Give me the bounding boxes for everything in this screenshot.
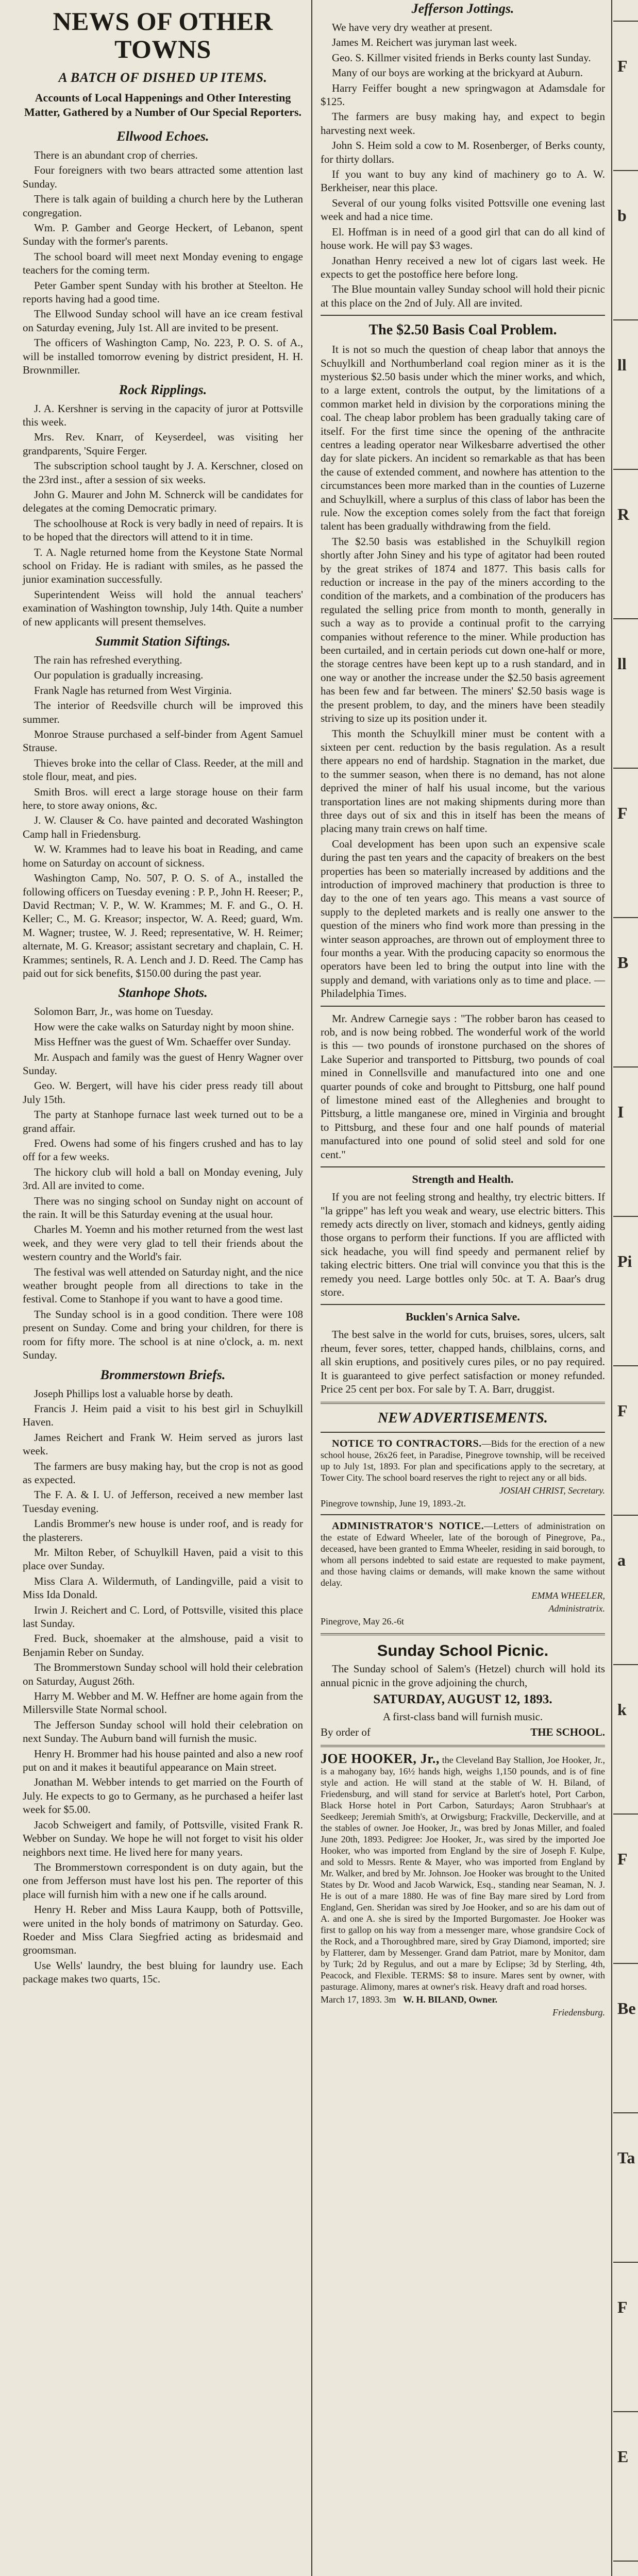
divider bbox=[321, 1633, 605, 1635]
paragraph: There is an abundant crop of cherries. bbox=[34, 149, 198, 161]
paragraph: Peter Gamber spent Sunday with his brother at Steelton. He reports having had a good time. bbox=[23, 279, 303, 306]
paragraph: Jonathan M. Webber intends to get married on the Fourth of July. He expects to go to Germany, as he purchased a heifer last week for $5.00. bbox=[23, 1776, 303, 1816]
edge-rule bbox=[613, 21, 638, 22]
paragraph: The Ellwood Sunday school will have an ice cream festival on Saturday evening, July 1st. All are invited to be present. bbox=[23, 308, 303, 334]
ad-picnic-title: Sunday School Picnic. bbox=[377, 1641, 549, 1660]
paragraph: The Brommerstown correspondent is on duty again, but the one from Jefferson must have lost his pen. The reporter of this place will furnish him with a new one if he calls around. bbox=[23, 1860, 303, 1901]
paragraph: We have very dry weather at present. bbox=[332, 21, 493, 33]
ad-hooker-date: March 17, 1893. 3m bbox=[321, 1994, 396, 2005]
section-rock bbox=[23, 402, 303, 629]
ad-picnic-music: A first-class band will furnish music. bbox=[382, 1710, 543, 1723]
edge-fragment: F bbox=[617, 1850, 628, 1868]
paragraph: Thieves broke into the cellar of Class. Reeder, at the mill and stole flour, meat, and pies. bbox=[23, 756, 303, 783]
section-heading-stanhope: Stanhope Shots. bbox=[118, 985, 208, 1001]
right-column bbox=[315, 0, 609, 2576]
paragraph: Mr. Milton Reber, of Schuylkill Haven, paid a visit to this place over Sunday. bbox=[23, 1546, 303, 1572]
edge-fragment: B bbox=[617, 953, 629, 972]
paragraph: Henry H. Brommer had his house painted and also a new roof put on and it makes it beautiful appearance on Main street. bbox=[23, 1747, 303, 1774]
paragraph: James Reichert and Frank W. Heim served as jurors last week. bbox=[23, 1431, 303, 1458]
paragraph: The schoolhouse at Rock is very badly in need of repairs. It is to be hoped that the directors will attend to it in time. bbox=[23, 517, 303, 544]
paragraph: The Jefferson Sunday school will hold their celebration on next Sunday. The Auburn band will furnish the music. bbox=[23, 1718, 303, 1745]
edge-rule bbox=[613, 2411, 638, 2412]
ad-administrator-signature: EMMA WHEELER, bbox=[531, 1590, 605, 1601]
paragraph: Solomon Barr, Jr., was home on Tuesday. bbox=[34, 1005, 213, 1018]
edge-fragment: F bbox=[617, 2298, 628, 2316]
ad-picnic-date: SATURDAY, AUGUST 12, 1893. bbox=[373, 1692, 552, 1707]
paragraph: Superintendent Weiss will hold the annual teachers' examination of Washington township, July 14th. Quite a number of new applicants will present themselves. bbox=[23, 588, 303, 628]
paragraph: Our population is gradually increasing. bbox=[34, 669, 204, 682]
edge-rule bbox=[613, 618, 638, 619]
column-rule bbox=[611, 0, 612, 2576]
ad-administrator-signature-title: Administratrix. bbox=[548, 1603, 605, 1614]
ad-contractors-text: —Bids for the erection of a new school house, 26x26 feet, in Paradise, Pinegrove township, will be received up to July 1st, 1893. For plan and specifications apply to the secretary, at Tower City. The school board reserves the right to reject any or all bids. bbox=[321, 1438, 605, 1483]
paragraph: Geo. W. Bergert, will have his cider press ready till about July 15th. bbox=[23, 1079, 303, 1106]
paragraph: Monroe Strause purchased a self-binder from Agent Samuel Strause. bbox=[23, 728, 303, 754]
section-ellwood bbox=[23, 148, 303, 377]
ad-contractors-date: Pinegrove township, June 19, 1893.-2t. bbox=[321, 1498, 466, 1509]
section-jefferson bbox=[321, 21, 605, 310]
paragraph: J. A. Kershner is serving in the capacity of juror at Pottsville this week. bbox=[23, 402, 303, 428]
ad-contractors-signature: JOSIAH CHRIST, Secretary. bbox=[499, 1485, 605, 1496]
section-stanhope bbox=[23, 1005, 303, 1362]
paragraph: Smith Bros. will erect a large storage house on their farm here, to store away onions, &c. bbox=[23, 785, 303, 812]
paragraph: The school board will meet next Monday evening to engage teachers for the coming term. bbox=[23, 250, 303, 277]
ad-hooker-footer bbox=[321, 1994, 605, 2005]
edge-fragment: Ta bbox=[617, 2148, 635, 2167]
ad-contractors bbox=[321, 1438, 605, 1483]
edge-rule bbox=[613, 917, 638, 918]
edge-rule bbox=[613, 1365, 638, 1366]
paragraph: Many of our boys are working at the brickyard at Auburn. bbox=[332, 66, 583, 79]
divider bbox=[321, 1745, 605, 1747]
article-heading-arnica: Bucklen's Arnica Salve. bbox=[406, 1310, 520, 1324]
section-summit bbox=[23, 653, 303, 980]
paragraph: Joseph Phillips lost a valuable horse by death. bbox=[34, 1387, 233, 1400]
paragraph: Mr. Andrew Carnegie says : "The robber baron has ceased to rob, and is now being robbed. The wonderful work of the world is this — two pounds of ironstone purchased on the shores of Lake Superior and transported to Pittsburg, two pounds of coal mined in Connellsville and manufactured into one and one quarter pounds of coke and brought to Pittsburg, one half pound of limestone mined east of the Alleghenies and brought to Pittsburg, a little manganese ore, mined in Virginia and brought to Pittsburg, and these four and one half pounds of material manufactured into one pound of solid steel and sold for one cent." bbox=[321, 1012, 605, 1161]
ad-hooker bbox=[321, 1753, 605, 1992]
paragraph: Harry Feiffer bought a new springwagon at Adamsdale for $125. bbox=[321, 81, 605, 108]
paragraph: Charles M. Yoemn and his mother returned from the west last week, and they were very glad to tell their friends about the western country and the World's fair. bbox=[23, 1223, 303, 1263]
paragraph: John G. Maurer and John M. Schnerck will be candidates for delegates at the coming Democratic primary. bbox=[23, 488, 303, 515]
ad-administrator-text: —Letters of administration on the estate of Edward Wheeler, late of the borough of Pinegrove, Pa., deceased, have been granted to Emma Wheeler, residing in said borough, to whom all persons indebted to said estate are requested to make payment, and those having claims or demands, will make known the same without delay. bbox=[321, 1521, 606, 1588]
divider bbox=[321, 1402, 605, 1404]
paragraph: The best salve in the world for cuts, bruises, sores, ulcers, salt rheum, fever sores, tetter, chapped hands, chilblains, corns, and all skin eruptions, and positively cures piles, or no pay required. It is guaranteed to give perfect satisfaction or money refunded. Price 25 cent per box. For sale by T. A. Barr, druggist. bbox=[321, 1328, 605, 1395]
paragraph: James M. Reichert was juryman last week. bbox=[332, 36, 517, 49]
paragraph: The party at Stanhope furnace last week turned out to be a grand affair. bbox=[23, 1108, 303, 1134]
ad-administrator bbox=[321, 1520, 605, 1588]
paragraph: Harry M. Webber and M. W. Heffner are home again from the Millersville State Normal school. bbox=[23, 1690, 303, 1716]
ad-picnic-text: The Sunday school of Salem's (Hetzel) church will hold its annual picnic in the grove adjoining the church, bbox=[321, 1663, 605, 1689]
paragraph: J. W. Clauser & Co. have painted and decorated Washington Camp hall in Friedensburg. bbox=[23, 814, 303, 840]
ad-hooker-lead: JOE HOOKER, Jr., bbox=[321, 1751, 440, 1766]
divider bbox=[321, 1166, 605, 1167]
paragraph: If you are not feeling strong and healthy, try electric bitters. If "la grippe" has left you weak and weary, use electric bitters. This remedy acts directly on liver, stomach and kidneys, gently aiding those organs to perform their functions. If you are afflicted with sick headache, you will find speedy and permanent relief by taking electric bitters. One trial will convince you that this is the remedy you need. Large bottles only 50c. at T. A. Baar's drug store. bbox=[321, 1191, 605, 1298]
paragraph: Frank Nagle has returned from West Virginia. bbox=[34, 684, 232, 697]
edge-rule bbox=[613, 319, 638, 320]
paragraph: The Brommerstown Sunday school will hold their celebration on Saturday, August 26th. bbox=[23, 1661, 303, 1687]
section-heading-brommerstown: Brommerstown Briefs. bbox=[100, 1367, 226, 1382]
edge-rule bbox=[613, 1664, 638, 1665]
section-heading-ellwood: Ellwood Echoes. bbox=[116, 129, 209, 144]
divider bbox=[321, 1304, 605, 1305]
edge-rule bbox=[613, 469, 638, 470]
paragraph: The festival was well attended on Saturday night, and the nice weather brought people from all directions to take in the festival. Come to Stanhope if you want to have a good time. bbox=[23, 1265, 303, 1306]
edge-fragment: b bbox=[617, 206, 627, 225]
article-strength bbox=[321, 1190, 605, 1299]
edge-rule bbox=[613, 1515, 638, 1516]
section-heading-new-ads: NEW ADVERTISEMENTS. bbox=[378, 1410, 548, 1427]
paragraph: Jacob Schweigert and family, of Pottsville, visited Frank R. Webber on Sunday. We hope he will not forget to visit his older neighbors next time. He lived here for many years. bbox=[23, 1818, 303, 1858]
paragraph: El. Hoffman is in need of a good girl that can do all kind of house work. He will pay $3 wages. bbox=[321, 225, 605, 252]
section-heading-jefferson: Jefferson Jottings. bbox=[411, 1, 514, 16]
paragraph: John S. Heim sold a cow to M. Rosenberger, of Berks county, for thirty dollars. bbox=[321, 139, 605, 165]
cut-off-column bbox=[613, 0, 638, 2576]
paragraph: There was no singing school on Sunday night on account of the rain. It will be this Saturday evening at the usual hour. bbox=[23, 1194, 303, 1221]
article-coal bbox=[321, 343, 605, 1001]
edge-rule bbox=[613, 2262, 638, 2263]
column-rule bbox=[311, 0, 312, 2576]
edge-fragment: a bbox=[617, 1551, 626, 1569]
paragraph: Four foreigners with two bears attracted some attention last Sunday. bbox=[23, 164, 303, 190]
article-arnica bbox=[321, 1328, 605, 1396]
paragraph: The hickory club will hold a ball on Monday evening, July 3rd. All are invited to come. bbox=[23, 1165, 303, 1192]
paragraph: W. W. Krammes had to leave his boat in Reading, and came home on Saturday on account of sickness. bbox=[23, 843, 303, 869]
section-heading-rock: Rock Ripplings. bbox=[119, 382, 207, 397]
masthead: NEWS OF OTHER TOWNS bbox=[53, 7, 273, 63]
edge-fragment: k bbox=[617, 1700, 627, 1719]
paragraph: How were the cake walks on Saturday night by moon shine. bbox=[34, 1020, 294, 1033]
divider bbox=[321, 1006, 605, 1007]
paragraph: Fred. Owens had some of his fingers crushed and has to lay off for a few weeks. bbox=[23, 1137, 303, 1163]
edge-fragment: Be bbox=[617, 1999, 636, 2018]
paragraph: The interior of Reedsville church will be improved this summer. bbox=[23, 699, 303, 725]
ad-hooker-owner: W. H. BILAND, Owner. bbox=[402, 1994, 498, 2005]
edge-rule bbox=[613, 1814, 638, 1815]
paragraph: Miss Clara A. Wildermuth, of Landingville, paid a visit to Miss Ida Donald. bbox=[23, 1574, 303, 1601]
ad-administrator-lead: ADMINISTRATOR'S NOTICE. bbox=[332, 1520, 484, 1532]
paragraph: Irwin J. Reichert and C. Lord, of Pottsville, visited this place last Sunday. bbox=[23, 1603, 303, 1630]
edge-rule bbox=[613, 1216, 638, 1217]
paragraph: Geo. S. Killmer visited friends in Berks county last Sunday. bbox=[332, 51, 591, 64]
paragraph: The subscription school taught by J. A. Kerschner, closed on the 23rd inst., after a session of six weeks. bbox=[23, 460, 303, 486]
edge-rule bbox=[613, 170, 638, 171]
edge-rule bbox=[613, 768, 638, 769]
ad-picnic-order bbox=[321, 1725, 605, 1739]
paragraph: The F. A. & I. U. of Jefferson, received a new member last Tuesday evening. bbox=[23, 1488, 303, 1515]
article-carnegie bbox=[321, 1012, 605, 1161]
ad-picnic-order-label: By order of bbox=[321, 1725, 371, 1738]
article-heading-coal: The $2.50 Basis Coal Problem. bbox=[368, 322, 557, 338]
ad-hooker-owner-place: Friedensburg. bbox=[552, 2007, 605, 2018]
paragraph: Jonathan Henry received a new lot of cigars last week. He expects to get the postoffice here before long. bbox=[321, 254, 605, 280]
deck-subheadline: Accounts of Local Happenings and Other Interesting Matter, Gathered by a Number of Our Special Reporters. bbox=[24, 91, 302, 118]
paragraph: There is talk again of building a church here by the Lutheran congregation. bbox=[23, 193, 303, 219]
edge-fragment: ll bbox=[617, 355, 627, 374]
paragraph: The Blue mountain valley Sunday school will hold their picnic at this place on the 2nd of July. All are invited. bbox=[321, 283, 605, 309]
paragraph: This month the Schuylkill miner must be content with a sixteen per cent. reduction by the basis regulation. As a result there appears no end of hardship. Stagnation in the market, due to the summer season, when there is no demand, has not alone deprived the miner of half his usual income, but the various transportation lines are not making shipments during more than three days out of six and this in itself has been the means of placing many train crews on half time. bbox=[321, 727, 605, 835]
ad-administrator-date: Pinegrove, May 26.-6t bbox=[321, 1616, 404, 1627]
paragraph: The farmers are busy making hay, but the crop is not as good as expected. bbox=[23, 1460, 303, 1486]
divider bbox=[321, 315, 605, 316]
paragraph: Several of our young folks visited Pottsville one evening last week and had a nice time. bbox=[321, 196, 605, 223]
paragraph: Fred. Buck, shoemaker at the almshouse, paid a visit to Benjamin Reber on Sunday. bbox=[23, 1632, 303, 1658]
edge-fragment: ll bbox=[617, 654, 627, 673]
ad-hooker-text: the Cleveland Bay Stallion, Joe Hooker, Jr., is a mahogany bay, 16½ hands high, weighs 1,150 pounds, and is of fine style and action. He will stand at the stable of W. H. Biland, of Friedensburg, and will stand for service at Barlett's hotel, Port Carbon, Black Horse hotel in Port Carbon, Saturdays; Aaron Strubhaar's at Seedkeep; Jeremiah Smith's, at Orwigsburg; Frackville, Deckerville, and at the stables of owner. Joe Hooker, Jr., was bred by Jonas Miller, and foaled June 20th, 1893. Pedigree: Joe Hooker, Jr., was sired by the imported Joe Hooker, who was imported from England by the sire of Joseph F. Kulpe, and sold to Messrs. Rente & Mayer, who was imported from England by Mr. Walker, and bred by Mr. Johnson. Joe Hooker was brought to the United States by Dr. Wood and Jacob Warwick, Esq., standing near Seaman, N. J. He is out of a mare 1880. He was of fine Bay mare sired by Lord from England, Gen. Sheridan was sired by Joe Hooker, and so are his dam out of A. and one A. she is sired by the Imported Burgomaster. Joe Hooker was first to gallop on his way from a messenger mare, whose grandsire Cock of the Rock, and a Thoroughbred mare, sired by Gray Diamond, imported; sire by Flatterer, dam by Messenger. Grand dam Patriot, mare by Monitor, dam by Turk; 2d by Regulus, and out a mare by Eclipse; 3d by Sterling, 4th, Peacock, and Flexible. TERMS: $8 to insure. Mares sent by owner, with pasturage. Alimony, mares at owner's risk. Heavy draft and road horses. bbox=[321, 1755, 605, 1992]
paragraph: Coal development has been upon such an expensive scale during the past ten years and the capacity of breakers on the best properties has been so materially increased by additions and the introduction of improved machinery that production is three to day to the one of ten years ago. This means a vast source of supply to the depleted markets and is really one answer to the question of the miners who find work more than pressing in the winter season approaches, are thrown out of employment three to four months a year. With the producing capacity so enormous the operators have been led to bring the output into line with the supply and demand, with variations only as to time and place. — Philadelphia Times. bbox=[321, 837, 605, 1000]
paragraph: The farmers are busy making hay, and expect to begin harvesting next week. bbox=[321, 110, 605, 137]
edge-fragment: E bbox=[617, 2447, 629, 2466]
section-brommerstown bbox=[23, 1387, 303, 1986]
edge-fragment: Pi bbox=[617, 1252, 632, 1270]
left-column bbox=[0, 0, 308, 2576]
paragraph: The $2.50 basis was established in the Schuylkill region shortly after John Siney and his type of agitator had been routed by the great strikes of 1874 and 1877. This basis calls for reduction or increase in the pay of the miners according to the condition of the markets, and a combination of the producers has regulated the selling price from month to month, generally in such a way as to provide a continual profit to the carrying companies without reference to the miner. While production has been curtailed, and in certain periods cut down one-half or more, the storage centres have been kept up to a rush standard, and in one way or another the increase under the $2.50 basis agreement has been few and far between. The miners' $2.50 basis wage is the present problem, to day, and the miners have been steadily striving to size up its position under it. bbox=[321, 535, 605, 725]
edge-rule bbox=[613, 1963, 638, 1964]
edge-rule bbox=[613, 1066, 638, 1067]
edge-rule bbox=[613, 2561, 638, 2562]
paragraph: The officers of Washington Camp, No. 223, P. O. S. of A., will be installed tomorrow evening by district president, H. H. Brownmiller. bbox=[23, 336, 303, 377]
edge-fragment: F bbox=[617, 57, 628, 75]
paragraph: Use Wells' laundry, the best bluing for laundry use. Each package makes two quarts, 15c. bbox=[23, 1959, 303, 1986]
paragraph: Landis Brommer's new house is under roof, and is ready for the plasterers. bbox=[23, 1517, 303, 1544]
article-heading-strength: Strength and Health. bbox=[412, 1173, 514, 1186]
paragraph: Francis J. Heim paid a visit to his best girl in Schuylkill Haven. bbox=[23, 1402, 303, 1429]
paragraph: Mr. Auspach and family was the guest of Henry Wagner over Sunday. bbox=[23, 1050, 303, 1077]
paragraph: Washington Camp, No. 507, P. O. S. of A., installed the following officers on Tuesday evening : P. P., John H. Reeser; P., David Rectman; V. P., W. W. Krammes; M. F. and G., O. H. Keller; C., M. G. Kreasor; inspector, W. A. Reed; guard, Wm. M. Wagner; trustee, W. J. Reed; representative, W. H. Reimer; alternate, M. G. Kreasor; assistant secretary and chaplain, C. H. Krammes; sentinels, R. A. Lench and J. D. Reed. The Camp has paid out for sick benefits, $150.00 during the past year. bbox=[23, 872, 303, 979]
edge-rule bbox=[613, 2112, 638, 2113]
edge-fragment: F bbox=[617, 1401, 628, 1420]
paragraph: Mrs. Rev. Knarr, of Keyserdeel, was visiting her grandparents, 'Squire Ferger. bbox=[23, 431, 303, 457]
deck-headline: A BATCH OF DISHED UP ITEMS. bbox=[58, 70, 267, 85]
paragraph: The Sunday school is in a good condition. There were 108 present on Sunday. Come and bring your children, for there is room for fifty more. The school is at nine o'clock, a. m. next Sunday. bbox=[23, 1308, 303, 1362]
paragraph: T. A. Nagle returned home from the Keystone State Normal school on Friday. He is radiant with smiles, as he passed the junior examination successfully. bbox=[23, 546, 303, 586]
divider bbox=[321, 1432, 605, 1433]
section-heading-summit: Summit Station Siftings. bbox=[95, 634, 231, 649]
paragraph: Miss Heffner was the guest of Wm. Schaeffer over Sunday. bbox=[34, 1036, 291, 1048]
ad-contractors-lead: NOTICE TO CONTRACTORS. bbox=[332, 1438, 482, 1450]
ad-picnic-committee: THE SCHOOL. bbox=[530, 1725, 605, 1738]
edge-fragment: I bbox=[617, 1103, 624, 1121]
paragraph: Henry H. Reber and Miss Laura Kaupp, both of Pottsville, were united in the holy bonds of matrimony on Saturday. Geo. Roeder and Miss Clara Siegfried acting as bridesmaid and groomsman. bbox=[23, 1903, 303, 1957]
paragraph: It is not so much the question of cheap labor that annoys the Schuylkill and Northumberland coal region miner as it is the mysterious $2.50 basis under which the miner works, and which, to a large extent, controls the output, by the limitations of a common market held in division by the corporations mining the coal. The cheap labor problem has been gradually taking care of itself. For the first time since the opening of the anthracite centres a leading operator near Wilkesbarre advertised the other day for slate pickers. An incident so remarkable as that has been the cause of extended comment, and nowhere has attention to the circumstances been more marked than in the counties of Luzerne and Schuylkill, where a surplus of this class of labor has been the rule. Now the exception comes solely from the fact that foreign talent has been gradually withdrawing from the field. bbox=[321, 343, 605, 533]
paragraph: Wm. P. Gamber and George Heckert, of Lebanon, spent Sunday with the former's parents. bbox=[23, 222, 303, 248]
paragraph: If you want to buy any kind of machinery go to A. W. Berkheiser, near this place. bbox=[321, 168, 605, 194]
paragraph: The rain has refreshed everything. bbox=[34, 654, 182, 666]
edge-fragment: F bbox=[617, 804, 628, 822]
edge-fragment: R bbox=[617, 505, 630, 523]
divider bbox=[321, 1514, 605, 1515]
